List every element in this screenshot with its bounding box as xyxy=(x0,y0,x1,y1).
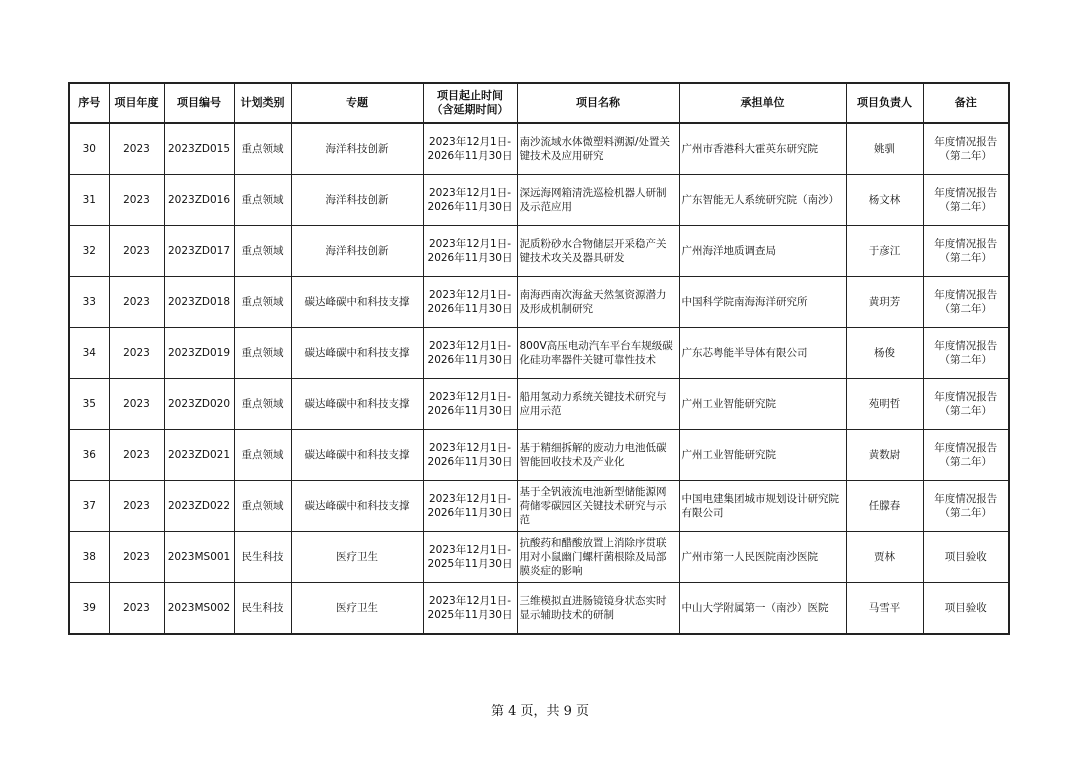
cell-plan: 重点领域 xyxy=(234,175,291,226)
cell-period-start: 2023年12月1日- xyxy=(428,442,512,454)
cell-code: 2023ZD016 xyxy=(164,175,234,226)
cell-topic: 海洋科技创新 xyxy=(291,123,423,175)
cell-period-start: 2023年12月1日- xyxy=(428,544,512,556)
header-unit: 承担单位 xyxy=(679,83,846,123)
cell-period-end: 2026年11月30日 xyxy=(427,354,513,366)
cell-remark-line2: （第二年） xyxy=(939,150,992,162)
cell-year: 2023 xyxy=(109,430,164,481)
cell-code: 2023ZD015 xyxy=(164,123,234,175)
cell-remark-line2: （第二年） xyxy=(939,303,992,315)
cell-seq: 30 xyxy=(69,123,109,175)
header-leader: 项目负责人 xyxy=(846,83,923,123)
cell-remark-line2: （第二年） xyxy=(939,456,992,468)
header-seq: 序号 xyxy=(69,83,109,123)
cell-name: 基于全钒液流电池新型储能源网荷储零碳园区关键技术研究与示范 xyxy=(517,481,679,532)
cell-period-start: 2023年12月1日- xyxy=(428,289,512,301)
cell-plan: 民生科技 xyxy=(234,532,291,583)
project-table xyxy=(68,82,1010,635)
cell-remark-line1: 年度情况报告 xyxy=(934,391,998,403)
cell-year: 2023 xyxy=(109,328,164,379)
cell-period xyxy=(423,430,517,481)
cell-leader: 杨俊 xyxy=(846,328,923,379)
cell-leader: 杨文林 xyxy=(846,175,923,226)
cell-period-start: 2023年12月1日- xyxy=(428,136,512,148)
cell-name: 船用氢动力系统关键技术研究与应用示范 xyxy=(517,379,679,430)
cell-topic: 海洋科技创新 xyxy=(291,226,423,277)
page-number-footer: 第 4 页，共 9 页 xyxy=(490,704,590,719)
cell-topic: 海洋科技创新 xyxy=(291,175,423,226)
table-row xyxy=(69,583,1009,635)
cell-leader: 黄玥芳 xyxy=(846,277,923,328)
cell-seq: 37 xyxy=(69,481,109,532)
cell-period-end: 2026年11月30日 xyxy=(427,405,513,417)
cell-period xyxy=(423,379,517,430)
cell-remark-line1: 年度情况报告 xyxy=(934,238,998,250)
header-code: 项目编号 xyxy=(164,83,234,123)
cell-plan: 重点领域 xyxy=(234,481,291,532)
cell-year: 2023 xyxy=(109,583,164,635)
cell-remark xyxy=(923,430,1009,481)
cell-remark-line1: 项目验收 xyxy=(944,602,987,614)
cell-code: 2023ZD019 xyxy=(164,328,234,379)
cell-period xyxy=(423,328,517,379)
cell-leader: 于彦江 xyxy=(846,226,923,277)
cell-name: 800V高压电动汽车平台车规级碳化硅功率器件关键可靠性技术 xyxy=(517,328,679,379)
cell-remark xyxy=(923,226,1009,277)
cell-topic: 医疗卫生 xyxy=(291,532,423,583)
table-row xyxy=(69,226,1009,277)
cell-period-end: 2026年11月30日 xyxy=(427,150,513,162)
cell-unit: 广州海洋地质调查局 xyxy=(679,226,846,277)
cell-remark-line2: （第二年） xyxy=(939,354,992,366)
cell-code: 2023ZD020 xyxy=(164,379,234,430)
cell-period xyxy=(423,481,517,532)
cell-remark-line1: 年度情况报告 xyxy=(934,187,998,199)
header-period xyxy=(423,83,517,123)
cell-topic: 医疗卫生 xyxy=(291,583,423,635)
cell-remark xyxy=(923,328,1009,379)
cell-period xyxy=(423,277,517,328)
cell-leader: 苑明哲 xyxy=(846,379,923,430)
cell-period xyxy=(423,123,517,175)
cell-remark-line2: （第二年） xyxy=(939,405,992,417)
cell-seq: 39 xyxy=(69,583,109,635)
cell-plan: 重点领域 xyxy=(234,277,291,328)
cell-leader: 姚驯 xyxy=(846,123,923,175)
table-row xyxy=(69,277,1009,328)
cell-unit: 中山大学附属第一（南沙）医院 xyxy=(679,583,846,635)
cell-code: 2023MS001 xyxy=(164,532,234,583)
cell-seq: 33 xyxy=(69,277,109,328)
cell-remark-line1: 年度情况报告 xyxy=(934,442,998,454)
table-row xyxy=(69,328,1009,379)
cell-seq: 34 xyxy=(69,328,109,379)
cell-remark-line1: 年度情况报告 xyxy=(934,493,998,505)
table-row xyxy=(69,532,1009,583)
cell-plan: 民生科技 xyxy=(234,583,291,635)
cell-unit: 广州工业智能研究院 xyxy=(679,430,846,481)
table-row xyxy=(69,481,1009,532)
header-period-line1: 项目起止时间 xyxy=(437,89,503,102)
cell-period-end: 2025年11月30日 xyxy=(427,609,513,621)
cell-period-end: 2025年11月30日 xyxy=(427,558,513,570)
table-row xyxy=(69,430,1009,481)
cell-unit: 广州市香港科大霍英东研究院 xyxy=(679,123,846,175)
cell-remark xyxy=(923,481,1009,532)
cell-remark-line1: 年度情况报告 xyxy=(934,289,998,301)
cell-topic: 碳达峰碳中和科技支撑 xyxy=(291,328,423,379)
cell-code: 2023ZD021 xyxy=(164,430,234,481)
cell-period-end: 2026年11月30日 xyxy=(427,456,513,468)
cell-name: 抗酸药和醋酸放置上消除序贯联用对小鼠幽门螺杆菌根除及局部膜炎症的影响 xyxy=(517,532,679,583)
cell-code: 2023ZD022 xyxy=(164,481,234,532)
cell-remark-line2: （第二年） xyxy=(939,507,992,519)
table-row xyxy=(69,175,1009,226)
header-period-line2: （含延期时间） xyxy=(431,103,509,116)
cell-topic: 碳达峰碳中和科技支撑 xyxy=(291,379,423,430)
cell-name: 南海西南次海盆天然氢资源潜力及形成机制研究 xyxy=(517,277,679,328)
cell-period-start: 2023年12月1日- xyxy=(428,493,512,505)
cell-remark-line1: 年度情况报告 xyxy=(934,340,998,352)
cell-leader: 贾林 xyxy=(846,532,923,583)
header-remark: 备注 xyxy=(923,83,1009,123)
cell-period-end: 2026年11月30日 xyxy=(427,252,513,264)
cell-unit: 广东芯粤能半导体有限公司 xyxy=(679,328,846,379)
cell-remark-line1: 项目验收 xyxy=(944,551,987,563)
cell-year: 2023 xyxy=(109,123,164,175)
cell-remark-line1: 年度情况报告 xyxy=(934,136,998,148)
table-row xyxy=(69,123,1009,175)
cell-topic: 碳达峰碳中和科技支撑 xyxy=(291,277,423,328)
cell-year: 2023 xyxy=(109,226,164,277)
cell-plan: 重点领域 xyxy=(234,226,291,277)
cell-year: 2023 xyxy=(109,277,164,328)
cell-unit: 中国电建集团城市规划设计研究院有限公司 xyxy=(679,481,846,532)
cell-remark-line2: （第二年） xyxy=(939,201,992,213)
cell-remark xyxy=(923,175,1009,226)
cell-period-end: 2026年11月30日 xyxy=(427,201,513,213)
cell-seq: 35 xyxy=(69,379,109,430)
cell-year: 2023 xyxy=(109,379,164,430)
table-header-row xyxy=(69,83,1009,123)
cell-seq: 38 xyxy=(69,532,109,583)
cell-remark xyxy=(923,277,1009,328)
cell-period-start: 2023年12月1日- xyxy=(428,595,512,607)
header-plan: 计划类别 xyxy=(234,83,291,123)
cell-period xyxy=(423,175,517,226)
project-table-container xyxy=(68,82,1008,635)
cell-topic: 碳达峰碳中和科技支撑 xyxy=(291,481,423,532)
cell-name: 基于精细拆解的废动力电池低碳智能回收技术及产业化 xyxy=(517,430,679,481)
cell-period-end: 2026年11月30日 xyxy=(427,303,513,315)
cell-code: 2023ZD017 xyxy=(164,226,234,277)
cell-seq: 32 xyxy=(69,226,109,277)
cell-topic: 碳达峰碳中和科技支撑 xyxy=(291,430,423,481)
cell-plan: 重点领域 xyxy=(234,430,291,481)
cell-seq: 36 xyxy=(69,430,109,481)
cell-code: 2023ZD018 xyxy=(164,277,234,328)
cell-period-end: 2026年11月30日 xyxy=(427,507,513,519)
header-name: 项目名称 xyxy=(517,83,679,123)
cell-year: 2023 xyxy=(109,532,164,583)
header-year: 项目年度 xyxy=(109,83,164,123)
cell-leader: 马雪平 xyxy=(846,583,923,635)
cell-leader: 任朦春 xyxy=(846,481,923,532)
cell-unit: 广东智能无人系统研究院（南沙） xyxy=(679,175,846,226)
cell-remark-line2: （第二年） xyxy=(939,252,992,264)
cell-name: 南沙流域水体微塑料溯源/处置关键技术及应用研究 xyxy=(517,123,679,175)
cell-period-start: 2023年12月1日- xyxy=(428,340,512,352)
cell-unit: 广州工业智能研究院 xyxy=(679,379,846,430)
cell-code: 2023MS002 xyxy=(164,583,234,635)
cell-name: 深远海网箱清洗巡检机器人研制及示范应用 xyxy=(517,175,679,226)
cell-year: 2023 xyxy=(109,175,164,226)
table-row xyxy=(69,379,1009,430)
cell-name: 泥质粉砂水合物储层开采稳产关键技术攻关及器具研发 xyxy=(517,226,679,277)
cell-remark xyxy=(923,379,1009,430)
cell-remark xyxy=(923,583,1009,635)
cell-unit: 中国科学院南海海洋研究所 xyxy=(679,277,846,328)
cell-plan: 重点领域 xyxy=(234,379,291,430)
cell-remark xyxy=(923,532,1009,583)
cell-period-start: 2023年12月1日- xyxy=(428,391,512,403)
cell-period-start: 2023年12月1日- xyxy=(428,238,512,250)
cell-leader: 黄数尉 xyxy=(846,430,923,481)
cell-period xyxy=(423,583,517,635)
cell-period xyxy=(423,532,517,583)
cell-plan: 重点领域 xyxy=(234,328,291,379)
header-topic: 专题 xyxy=(291,83,423,123)
cell-remark xyxy=(923,123,1009,175)
cell-year: 2023 xyxy=(109,481,164,532)
cell-period-start: 2023年12月1日- xyxy=(428,187,512,199)
cell-plan: 重点领域 xyxy=(234,123,291,175)
cell-name: 三维模拟直进肠镜镜身状态实时显示辅助技术的研制 xyxy=(517,583,679,635)
cell-period xyxy=(423,226,517,277)
cell-seq: 31 xyxy=(69,175,109,226)
cell-unit: 广州市第一人民医院南沙医院 xyxy=(679,532,846,583)
